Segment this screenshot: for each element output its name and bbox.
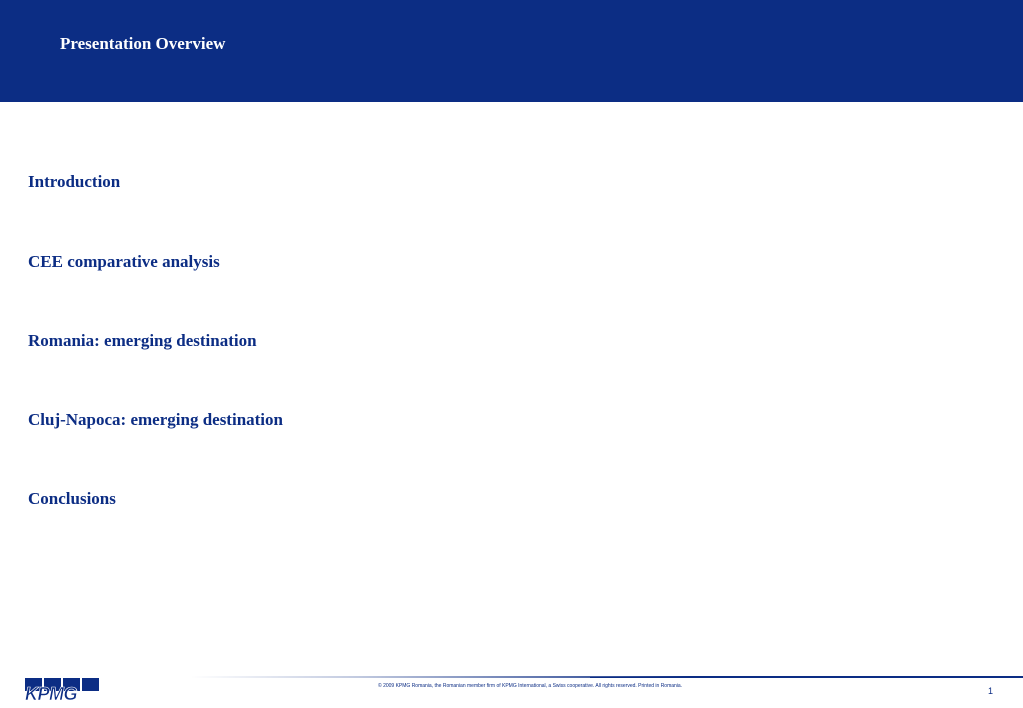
agenda-item-romania: Romania: emerging destination bbox=[28, 331, 257, 350]
page-number: 1 bbox=[988, 686, 994, 696]
agenda-item-cee-comparative-analysis: CEE comparative analysis bbox=[28, 252, 220, 271]
logo-box-4 bbox=[82, 678, 99, 691]
footer-divider-accent bbox=[590, 677, 1023, 678]
copyright-notice: © 2009 KPMG Romania, the Romanian member firm of KPMG International, a Swiss cooperative. All rights reserved. Printed in Romania. bbox=[378, 683, 683, 689]
kpmg-logo bbox=[25, 678, 99, 706]
logo-text: KPMG bbox=[25, 684, 77, 704]
agenda-item-conclusions: Conclusions bbox=[28, 489, 116, 508]
agenda-item-introduction: Introduction bbox=[28, 172, 121, 191]
agenda-item-cluj-napoca: Cluj-Napoca: emerging destination bbox=[28, 410, 283, 429]
page-title: Presentation Overview bbox=[60, 34, 226, 53]
